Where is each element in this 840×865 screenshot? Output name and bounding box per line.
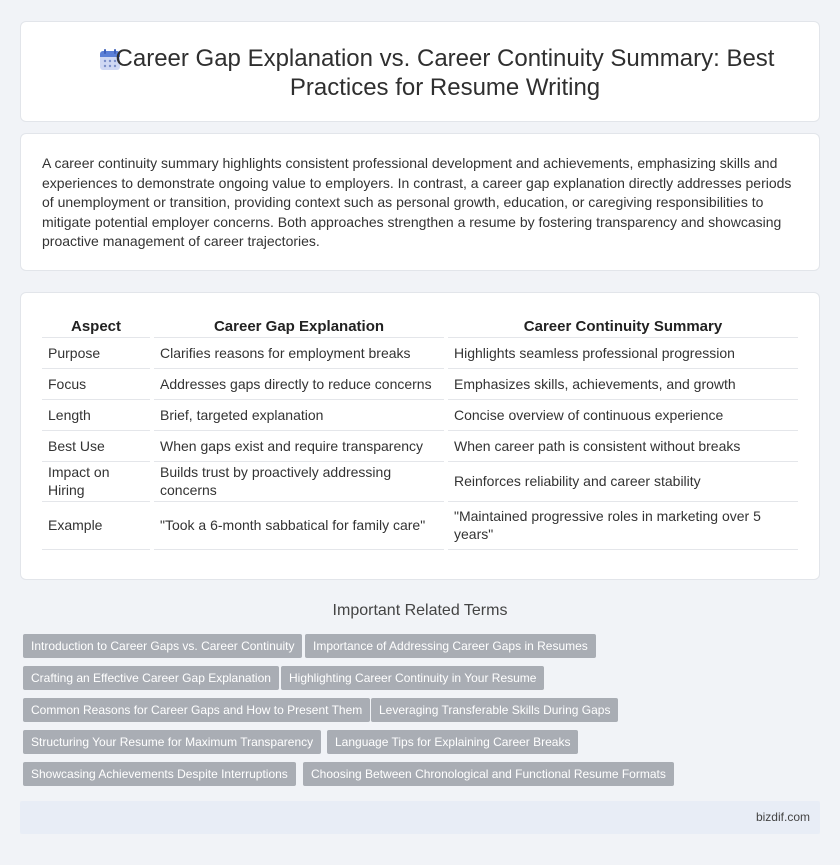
related-term-tag[interactable]: Introduction to Career Gaps vs. Career Continuity bbox=[23, 634, 302, 658]
related-term-tag[interactable]: Structuring Your Resume for Maximum Transparency bbox=[23, 730, 321, 754]
career-continuity-cell: Highlights seamless professional progression bbox=[446, 337, 798, 368]
aspect-cell: Example bbox=[42, 501, 152, 549]
career-continuity-cell: Reinforces reliability and career stability bbox=[446, 461, 798, 501]
career-gap-cell: "Took a 6-month sabbatical for family care" bbox=[152, 501, 446, 549]
career-gap-cell: Brief, targeted explanation bbox=[152, 399, 446, 430]
title-card bbox=[20, 21, 820, 122]
table-header-row bbox=[42, 316, 798, 337]
table-row bbox=[42, 337, 798, 368]
column-header-career-gap: Career Gap Explanation bbox=[152, 316, 446, 337]
career-gap-cell: Builds trust by proactively addressing concerns bbox=[152, 461, 446, 501]
related-term-tag[interactable]: Highlighting Career Continuity in Your Resume bbox=[281, 666, 544, 690]
career-continuity-cell: When career path is consistent without breaks bbox=[446, 430, 798, 461]
aspect-cell: Impact on Hiring bbox=[42, 461, 152, 501]
aspect-cell: Purpose bbox=[42, 337, 152, 368]
career-continuity-cell: Emphasizes skills, achievements, and growth bbox=[446, 368, 798, 399]
career-continuity-cell: "Maintained progressive roles in marketing over 5 years" bbox=[446, 501, 798, 549]
table-row bbox=[42, 399, 798, 430]
related-term-tag[interactable]: Crafting an Effective Career Gap Explanation bbox=[23, 666, 279, 690]
table-row bbox=[42, 501, 798, 549]
intro-paragraph: A career continuity summary highlights consistent professional development and achievements, emphasizing skills and experiences to demonstrate ongoing value to employers. In contrast, a career gap explanation directly addresses periods of unemployment or transition, providing context such as personal growth, education, or caregiving responsibilities to mitigate potential employer concerns. Both approaches strengthen a resume by fostering transparency and showcasing proactive management of career trajectories. bbox=[42, 155, 792, 249]
column-header-aspect: Aspect bbox=[42, 316, 152, 337]
footer-brand: bizdif.com bbox=[755, 810, 810, 824]
table-row bbox=[42, 461, 798, 501]
career-gap-cell: When gaps exist and require transparency bbox=[152, 430, 446, 461]
career-continuity-cell: Concise overview of continuous experience bbox=[446, 399, 798, 430]
table-row bbox=[42, 368, 798, 399]
related-terms-heading: Important Related Terms bbox=[332, 602, 508, 619]
intro-card bbox=[20, 133, 820, 271]
related-term-tag[interactable]: Leveraging Transferable Skills During Gaps bbox=[371, 698, 618, 722]
comparison-table bbox=[42, 316, 798, 550]
table-row bbox=[42, 430, 798, 461]
comparison-card bbox=[20, 292, 820, 580]
page-title: Career Gap Explanation vs. Career Continuity Summary: Best Practices for Resume Writing bbox=[115, 45, 775, 101]
aspect-cell: Focus bbox=[42, 368, 152, 399]
related-term-tag[interactable]: Showcasing Achievements Despite Interruptions bbox=[23, 762, 296, 786]
career-gap-cell: Addresses gaps directly to reduce concerns bbox=[152, 368, 446, 399]
related-term-tag[interactable]: Language Tips for Explaining Career Breaks bbox=[327, 730, 578, 754]
column-header-career-continuity: Career Continuity Summary bbox=[446, 316, 798, 337]
career-gap-cell: Clarifies reasons for employment breaks bbox=[152, 337, 446, 368]
footer-bar bbox=[20, 801, 820, 834]
related-term-tag[interactable]: Importance of Addressing Career Gaps in Resumes bbox=[305, 634, 596, 658]
aspect-cell: Best Use bbox=[42, 430, 152, 461]
related-term-tag[interactable]: Choosing Between Chronological and Functional Resume Formats bbox=[303, 762, 674, 786]
related-term-tag[interactable]: Common Reasons for Career Gaps and How to Present Them bbox=[23, 698, 370, 722]
aspect-cell: Length bbox=[42, 399, 152, 430]
